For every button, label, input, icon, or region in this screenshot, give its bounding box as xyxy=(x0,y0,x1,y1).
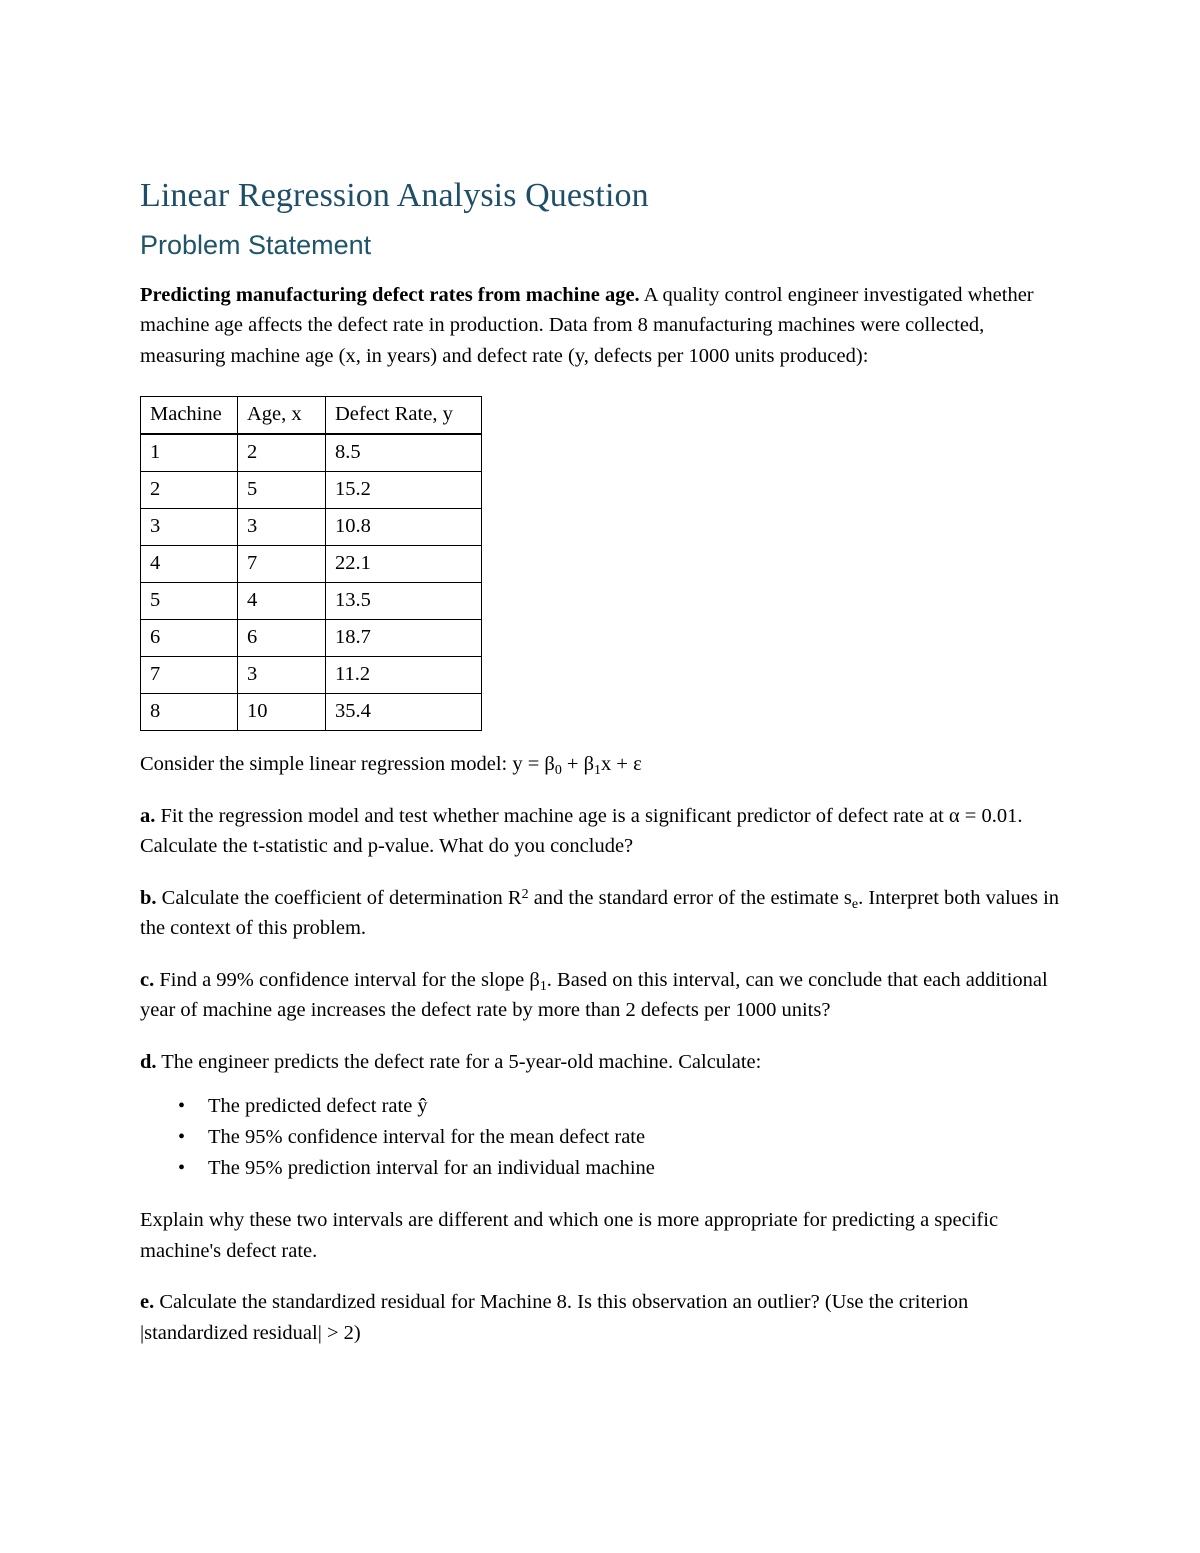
intro-lead-bold: Predicting manufacturing defect rates from machine age. xyxy=(140,283,640,306)
cell-machine: 7 xyxy=(141,657,238,694)
list-item: • The 95% prediction interval for an individual machine xyxy=(140,1153,1061,1184)
table-header-row xyxy=(141,397,482,435)
model-sub-zero: 0 xyxy=(554,762,562,778)
table-row xyxy=(141,546,482,583)
part-b-label: b. xyxy=(140,886,157,909)
part-a-text: Fit the regression model and test whether machine age is a significant predictor of defect rate at α = 0.01. Calculate the t-statistic and p-value. What do you conclude? xyxy=(140,804,1023,857)
model-suffix: x + ε xyxy=(601,753,642,775)
part-d-closing-paragraph: Explain why these two intervals are different and which one is more appropriate for predicting a specific machine's defect rate. xyxy=(140,1209,999,1262)
cell-machine: 1 xyxy=(141,434,238,472)
cell-defect-rate: 13.5 xyxy=(326,583,482,620)
cell-age: 5 xyxy=(238,472,326,509)
part-d-paragraph xyxy=(140,1026,1061,1078)
part-b-text-2: and the standard error of the estimate s xyxy=(528,886,852,909)
table-header-machine: Machine xyxy=(141,397,238,435)
table-row xyxy=(141,583,482,620)
cell-defect-rate: 15.2 xyxy=(326,472,482,509)
list-item: • The 95% confidence interval for the mean defect rate xyxy=(140,1122,1061,1153)
cell-age: 6 xyxy=(238,620,326,657)
table-row xyxy=(141,694,482,731)
cell-defect-rate: 18.7 xyxy=(326,620,482,657)
part-e-text: Calculate the standardized residual for Machine 8. Is this observation an outlier? (Use the criterion |standardized residual| > 2) xyxy=(140,1291,969,1344)
intro-rest: A quality control engineer investigated whether machine age affects the defect rate in production. Data from 8 manufacturing machines were collected, measuring machine age (x, in years) and defect rate (y, defects per 1000 units produced): xyxy=(140,283,1034,367)
cell-defect-rate: 22.1 xyxy=(326,546,482,583)
cell-machine: 4 xyxy=(141,546,238,583)
part-a-paragraph xyxy=(140,780,1061,862)
part-c-text-2: . Based on this interval, can we conclude that each additional year of machine age increases the defect rate by more than 2 defects per 1000 units? xyxy=(140,968,1048,1021)
part-b-subscript: e xyxy=(851,896,859,912)
list-item: • The predicted defect rate ŷ xyxy=(140,1091,1061,1122)
part-c-paragraph xyxy=(140,944,1061,1026)
cell-defect-rate: 11.2 xyxy=(326,657,482,694)
table-header-defect-rate: Defect Rate, y xyxy=(326,397,482,435)
cell-age: 7 xyxy=(238,546,326,583)
cell-age: 2 xyxy=(238,434,326,472)
cell-machine: 2 xyxy=(141,472,238,509)
part-d-label: d. xyxy=(140,1050,157,1073)
regression-model-line xyxy=(140,731,1061,780)
cell-age: 10 xyxy=(238,694,326,731)
table-row xyxy=(141,509,482,546)
part-c-label: c. xyxy=(140,968,155,991)
model-sub-one: 1 xyxy=(594,762,602,778)
model-mid: + β xyxy=(561,753,595,775)
cell-machine: 3 xyxy=(141,509,238,546)
part-b-text-1: Calculate the coefficient of determination R xyxy=(156,886,522,909)
cell-machine: 5 xyxy=(141,583,238,620)
document-page xyxy=(140,0,1061,1348)
cell-defect-rate: 10.8 xyxy=(326,509,482,546)
cell-defect-rate: 8.5 xyxy=(326,434,482,472)
part-d-text: The engineer predicts the defect rate for a 5-year-old machine. Calculate: xyxy=(156,1050,762,1073)
page-title: Linear Regression Analysis Question xyxy=(140,177,649,214)
cell-age: 4 xyxy=(238,583,326,620)
part-d-bullet-list xyxy=(140,1077,1061,1184)
table-row xyxy=(141,657,482,694)
part-b-paragraph xyxy=(140,862,1061,944)
intro-paragraph xyxy=(140,262,1061,372)
part-e-label: e. xyxy=(140,1291,155,1313)
table-header-age: Age, x xyxy=(238,397,326,435)
model-prefix: Consider the simple linear regression model: y = β xyxy=(140,753,555,775)
part-c-subscript: 1 xyxy=(539,978,547,994)
table-row xyxy=(141,434,482,472)
cell-machine: 6 xyxy=(141,620,238,657)
table-row xyxy=(141,620,482,657)
part-a-label: a. xyxy=(140,804,156,827)
cell-defect-rate: 35.4 xyxy=(326,694,482,731)
cell-age: 3 xyxy=(238,657,326,694)
part-c-text-1: Find a 99% confidence interval for the slope β xyxy=(154,968,540,991)
part-e-paragraph xyxy=(140,1266,1061,1348)
cell-machine: 8 xyxy=(141,694,238,731)
machine-data-table xyxy=(140,396,482,731)
part-b-text-3: . Interpret both values in the context of this problem. xyxy=(140,886,1060,939)
part-b-superscript: 2 xyxy=(521,886,529,902)
cell-age: 3 xyxy=(238,509,326,546)
table-row xyxy=(141,472,482,509)
section-heading-problem-statement: Problem Statement xyxy=(140,230,372,261)
